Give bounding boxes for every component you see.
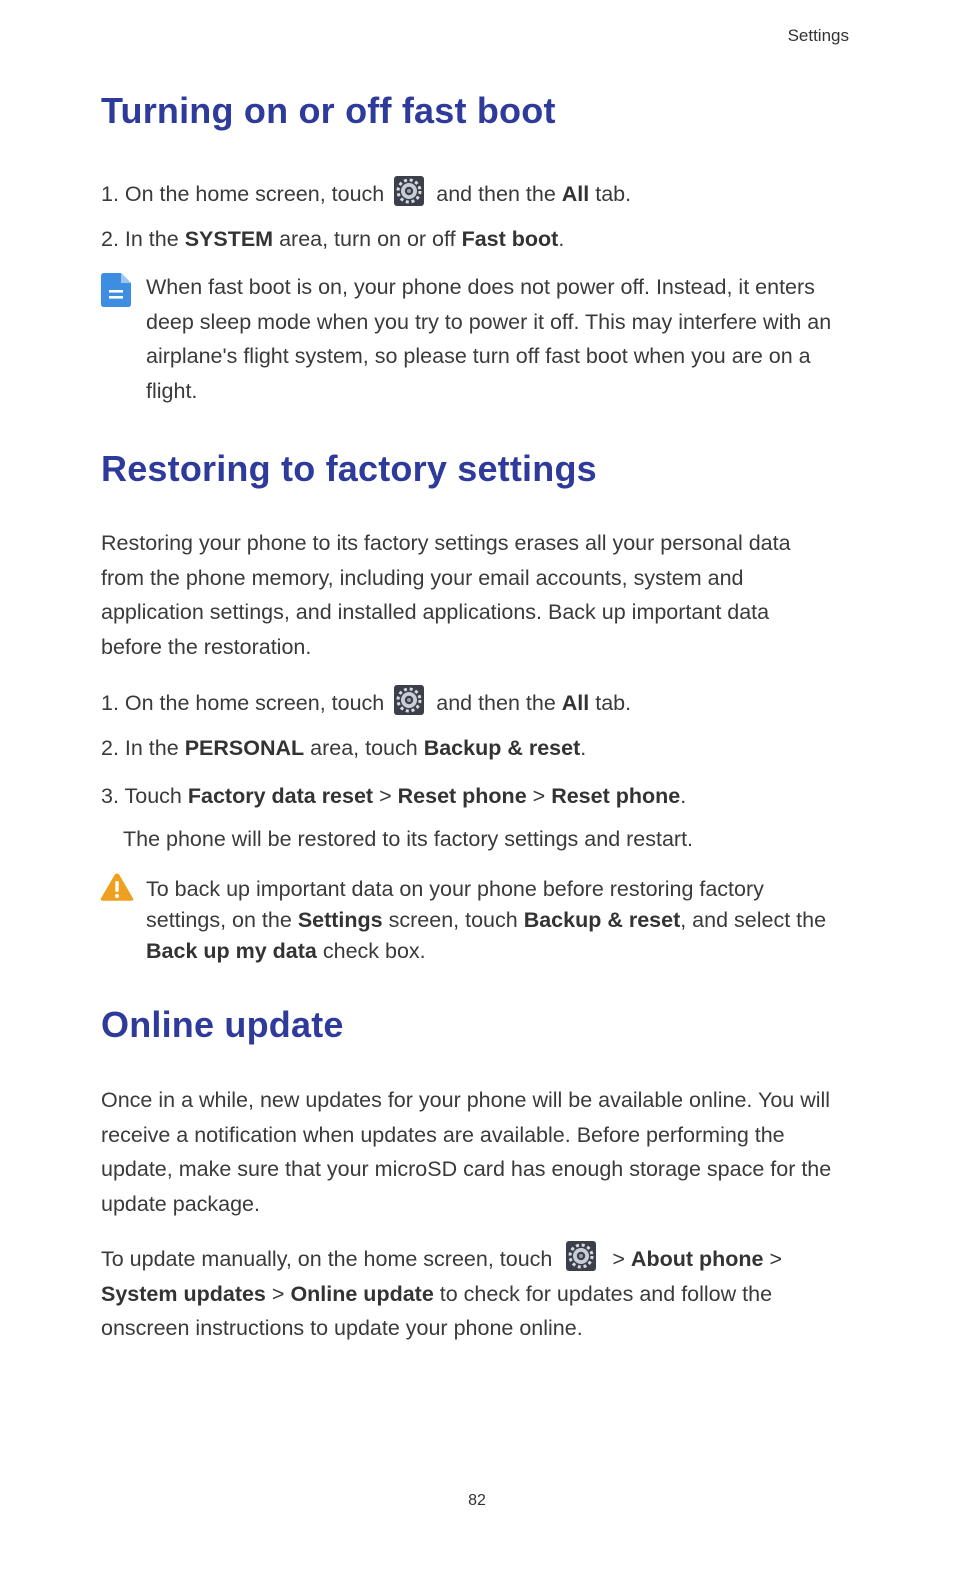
warning-line — [146, 936, 852, 967]
step-text: 1. On the home screen, touch — [101, 182, 385, 206]
backup-reset-label: Backup & reset — [523, 908, 681, 932]
back-up-my-data-label: Back up my data — [146, 939, 317, 963]
fast-boot-step-1 — [101, 176, 631, 209]
heading-factory-settings: Restoring to factory settings — [101, 448, 597, 489]
system-updates-label: System updates — [101, 1281, 266, 1306]
factory-result: The phone will be restored to its factory settings and restart. — [123, 827, 694, 851]
warning-text: screen, touch — [388, 908, 518, 932]
paragraph-line: onscreen instructions to update your phone online. — [101, 1316, 583, 1340]
step-text: and then the — [436, 691, 556, 715]
note-icon — [101, 273, 131, 312]
separator: > — [532, 784, 546, 808]
personal-area-label: PERSONAL — [184, 736, 305, 760]
note-line: deep sleep mode when you try to power it off. This may interfere with an — [146, 309, 832, 334]
note-line: airplane's flight system, so please turn off fast boot when you are on a — [146, 344, 811, 368]
paragraph-line: receive a notification when updates are available. Before performing the — [101, 1122, 785, 1147]
running-header: Settings — [787, 26, 849, 45]
factory-intro — [101, 526, 853, 664]
paragraph-line: update, make sure that your microSD card has enough storage space for the — [101, 1157, 832, 1181]
heading-fast-boot: Turning on or off fast boot — [101, 90, 556, 131]
about-phone-label: About phone — [630, 1247, 764, 1271]
settings-screen-label: Settings — [297, 908, 383, 932]
fast-boot-label: Fast boot — [461, 227, 559, 251]
paragraph-line: update package. — [101, 1191, 260, 1216]
step-text: 2. In the — [101, 736, 179, 760]
backup-reset-label: Backup & reset — [423, 736, 581, 760]
settings-gear-icon — [394, 176, 424, 206]
paragraph-line: from the phone memory, including your email accounts, system and — [101, 565, 744, 590]
paragraph-text: to check for updates and follow the — [439, 1281, 773, 1306]
paragraph-line: Once in a while, new updates for your phone will be available online. You will — [101, 1088, 831, 1112]
paragraph-line: application settings, and installed applications. Back up important data — [101, 600, 770, 624]
warning-icon — [100, 872, 134, 907]
note-line: When fast boot is on, your phone does not power off. Instead, it enters — [146, 275, 815, 299]
warning-line: To back up important data on your phone before restoring factory — [146, 877, 764, 901]
online-update-label: Online update — [290, 1281, 434, 1306]
step-text: tab. — [595, 182, 632, 206]
paragraph-line — [101, 1277, 853, 1312]
factory-step-2 — [101, 733, 586, 763]
all-tab-label: All — [561, 182, 590, 206]
reset-phone-confirm-label: Reset phone — [551, 784, 681, 808]
step-text: . — [680, 784, 687, 808]
separator: > — [379, 784, 392, 808]
fast-boot-step-2 — [101, 224, 564, 254]
factory-data-reset-label: Factory data reset — [187, 784, 374, 808]
system-area-label: SYSTEM — [184, 227, 274, 251]
factory-step-3 — [101, 781, 686, 811]
settings-gear-icon — [394, 685, 424, 715]
step-text: . — [558, 227, 565, 251]
step-text: area, touch — [310, 736, 418, 760]
fast-boot-note — [146, 270, 852, 408]
online-intro — [101, 1083, 853, 1221]
paragraph-line: before the restoration. — [101, 634, 312, 659]
page-number: 82 — [468, 1492, 486, 1509]
heading-online-update: Online update — [101, 1004, 344, 1045]
separator: > — [271, 1281, 285, 1306]
separator: > — [612, 1247, 625, 1271]
online-manual — [101, 1241, 853, 1346]
warning-line — [146, 905, 852, 936]
step-text: 1. On the home screen, touch — [101, 691, 385, 715]
step-text: and then the — [436, 182, 556, 206]
warning-text: settings, on the — [146, 908, 292, 932]
step-text: 3. Touch — [101, 784, 182, 808]
factory-step-1 — [101, 685, 631, 718]
step-text: 2. In the — [101, 227, 179, 251]
all-tab-label: All — [561, 691, 590, 715]
paragraph-line: Restoring your phone to its factory settings erases all your personal data — [101, 531, 791, 555]
factory-warning — [146, 874, 852, 967]
step-text: area, turn on or off — [279, 227, 456, 251]
separator: > — [769, 1247, 783, 1271]
note-line: flight. — [146, 378, 198, 403]
paragraph-line — [101, 1241, 853, 1277]
step-text: tab. — [595, 691, 632, 715]
reset-phone-label: Reset phone — [397, 784, 527, 808]
settings-gear-icon — [566, 1241, 596, 1271]
warning-text: check box. — [322, 939, 426, 963]
paragraph-text: To update manually, on the home screen, touch — [101, 1247, 553, 1271]
warning-text: , and select the — [680, 908, 827, 932]
step-text: . — [580, 736, 587, 760]
